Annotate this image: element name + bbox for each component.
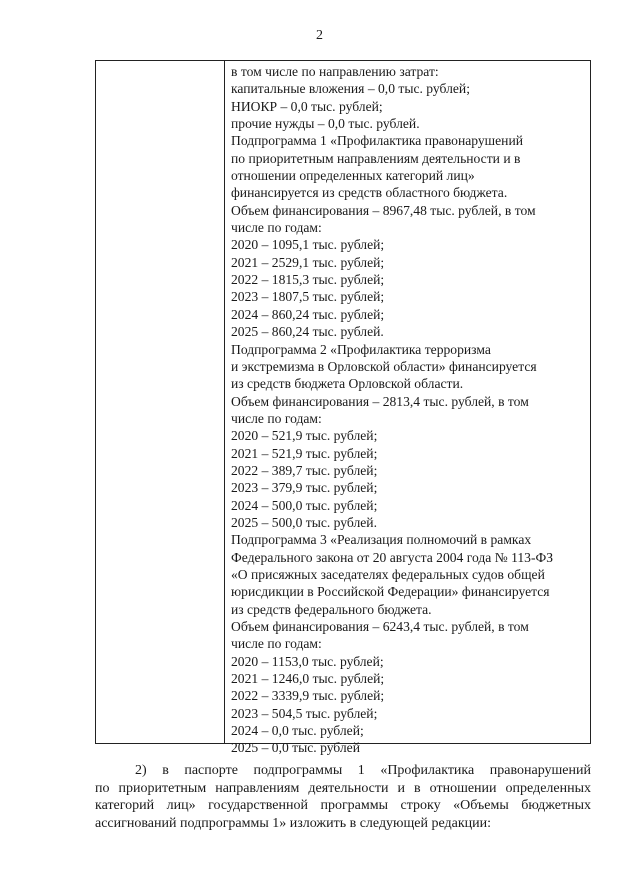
paragraph-line: по приоритетным направлениям деятельности и в отношении определенных	[95, 780, 591, 796]
table-text-line: 2025 – 0,0 тыс. рублей	[231, 740, 360, 756]
table-text-line: в том числе по направлению затрат:	[231, 64, 439, 79]
table-text-line: 2023 – 1807,5 тыс. рублей;	[231, 289, 385, 305]
table-text-line: из средств бюджета Орловской области.	[231, 376, 464, 392]
table-text-line: 2021 – 2529,1 тыс. рублей;	[231, 254, 385, 270]
table-text-line: капитальные вложения – 0,0 тыс. рублей;	[231, 81, 470, 97]
table-text-line: по приоритетным направлениям деятельности и в	[231, 150, 521, 166]
table-text-line: 2023 – 504,5 тыс. рублей;	[231, 705, 378, 721]
table-text-line: «О присяжных заседателях федеральных судов общей	[231, 566, 545, 582]
table-text-line: 2021 – 521,9 тыс. рублей;	[231, 445, 378, 461]
table-text-line: 2025 – 500,0 тыс. рублей.	[231, 514, 377, 530]
table-text-line: 2025 – 860,24 тыс. рублей.	[231, 324, 384, 340]
table-text-line: отношении определенных категорий лиц»	[231, 168, 475, 184]
table-text-line: 2020 – 521,9 тыс. рублей;	[231, 428, 378, 444]
paragraph-line: ассигнований подпрограммы 1» изложить в следующей редакции:	[95, 815, 492, 831]
table-text-line: 2024 – 0,0 тыс. рублей;	[231, 723, 364, 739]
page-number: 2	[316, 28, 323, 43]
table-text-line: и экстремизма в Орловской области» финансируется	[231, 358, 537, 374]
table-text-line: 2024 – 500,0 тыс. рублей;	[231, 497, 378, 513]
table-text-line: Федерального закона от 20 августа 2004 года № 113-ФЗ	[231, 549, 554, 565]
table-text-line: 2023 – 379,9 тыс. рублей;	[231, 480, 378, 496]
financing-table	[95, 60, 591, 756]
table-text-line: прочие нужды – 0,0 тыс. рублей.	[231, 116, 420, 132]
table-text-line: Объем финансирования – 6243,4 тыс. рублей, в том	[231, 619, 529, 634]
table-text-line: 2024 – 860,24 тыс. рублей;	[231, 306, 385, 322]
table-text-line: юрисдикции в Российской Федерации» финансируется	[231, 584, 550, 600]
table-right-cell	[225, 61, 590, 756]
table-text-line: НИОКР – 0,0 тыс. рублей;	[231, 98, 383, 114]
table-text-line: финансируется из средств областного бюджета.	[231, 185, 508, 201]
table-text-line: 2022 – 1815,3 тыс. рублей;	[231, 272, 385, 288]
table-text-line: 2022 – 389,7 тыс. рублей;	[231, 462, 378, 478]
table-text-line: из средств федерального бюджета.	[231, 601, 432, 617]
amendment-paragraph	[95, 762, 591, 832]
paragraph-line: 2) в паспорте подпрограммы 1 «Профилактика правонарушений	[135, 763, 591, 778]
table-text-line: 2020 – 1095,1 тыс. рублей;	[231, 237, 385, 253]
table-text-line: Объем финансирования – 8967,48 тыс. рублей, в том	[231, 202, 536, 218]
table-text-line: Подпрограмма 3 «Реализация полномочий в рамках	[231, 532, 532, 548]
table-text-line: Подпрограмма 1 «Профилактика правонарушений	[231, 133, 524, 149]
table-text-line: числе по годам:	[231, 220, 322, 236]
table-left-cell	[96, 61, 225, 743]
table-text-line: Объем финансирования – 2813,4 тыс. рублей, в том	[231, 393, 529, 409]
table-text-line: 2020 – 1153,0 тыс. рублей;	[231, 653, 384, 669]
table-text-line: 2021 – 1246,0 тыс. рублей;	[231, 671, 385, 687]
table-text-line: числе по годам:	[231, 410, 322, 426]
table-text-line: числе по годам:	[231, 636, 322, 652]
table-text-line: Подпрограмма 2 «Профилактика терроризма	[231, 341, 491, 357]
paragraph-line: категорий лиц» государственной программы строку «Объемы бюджетных	[95, 798, 591, 813]
table-text-line: 2022 – 3339,9 тыс. рублей;	[231, 688, 385, 704]
